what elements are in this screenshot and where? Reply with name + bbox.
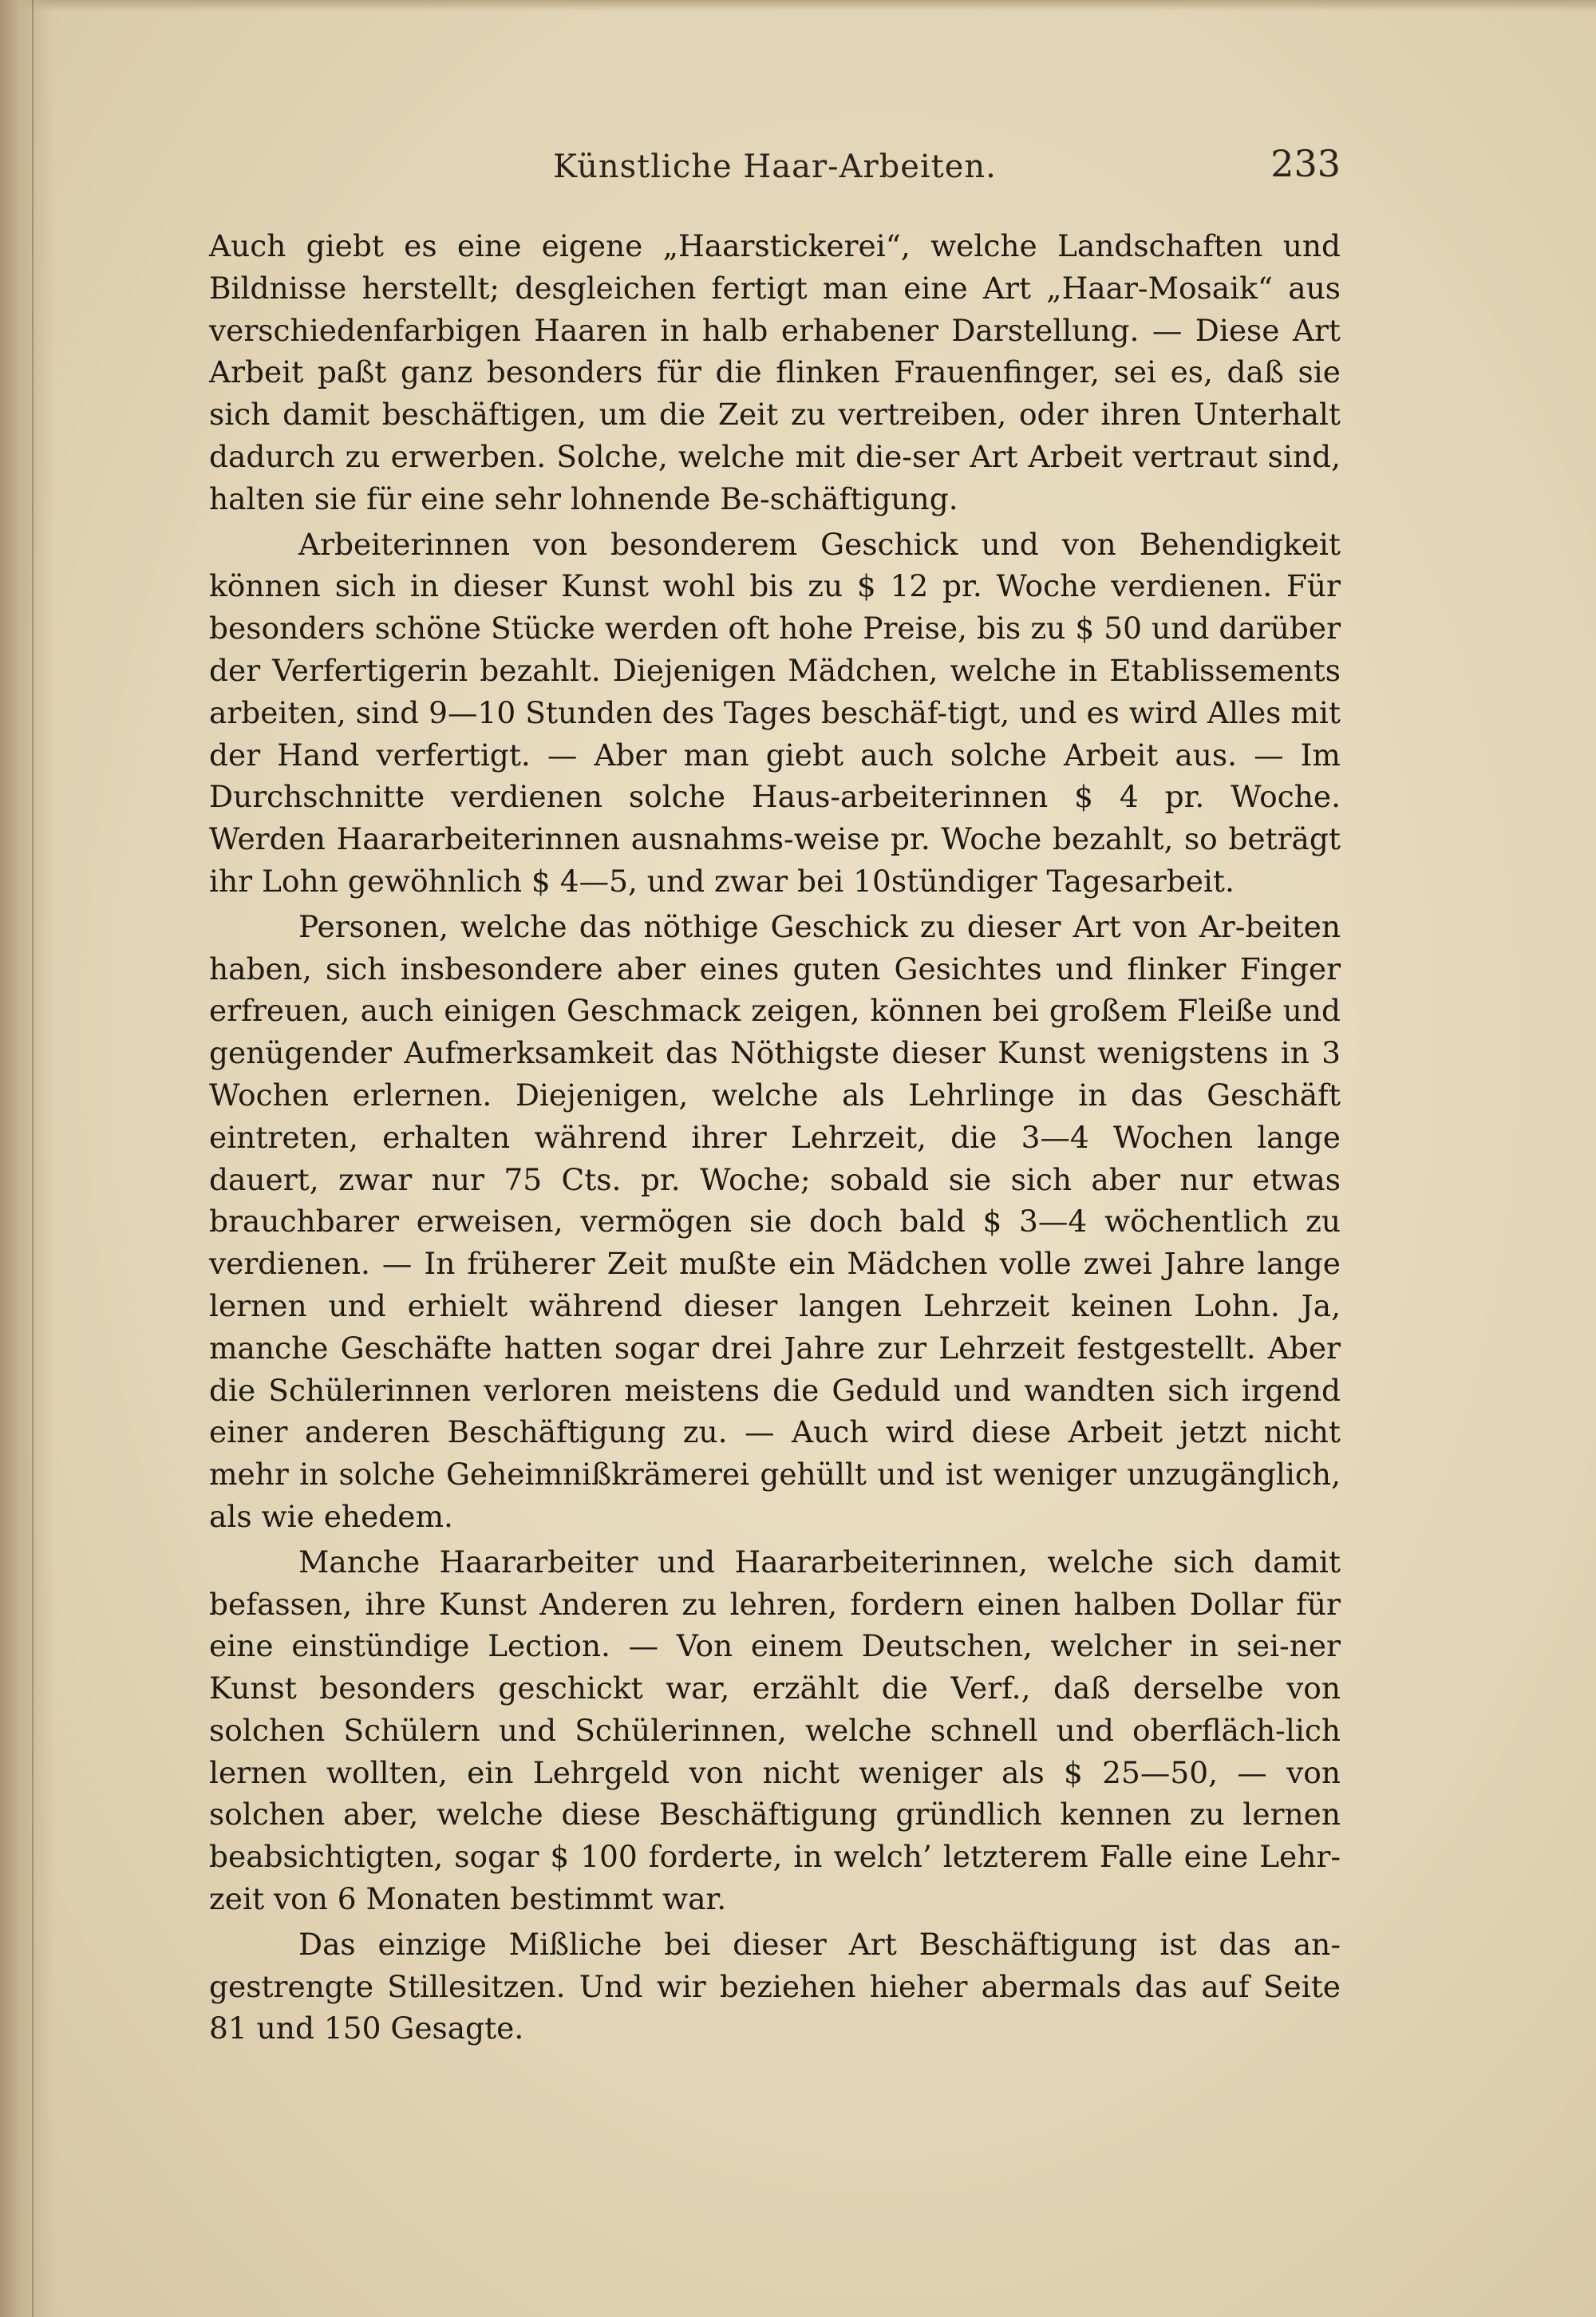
- paragraph: Arbeiterinnen von besonderem Geschick und von Behendigkeit können sich in dieser Kunst wohl bis zu $ 12 pr. Woche verdienen. Für besonders schöne Stücke werden oft hohe Preise, bis zu $ 50 und darüber der Verfertigerin bezahlt. Diejenigen Mädchen, welche in Etablissements arbeiten, sind 9—10 Stunden des Tages beschäf-tigt, und es wird Alles mit der Hand verfertigt. — Aber man giebt auch solche Arbeit aus. — Im Durchschnitte verdienen solche Haus-arbeiterinnen $ 4 pr. Woche. Werden Haararbeiterinnen ausnahms-weise pr. Woche bezahlt, so beträgt ihr Lohn gewöhnlich $ 4—5, und zwar bei 10stündiger Tagesarbeit.: [209, 526, 1341, 899]
- paragraph: Manche Haararbeiter und Haararbeiterinnen, welche sich damit befassen, ihre Kunst Anderen zu lehren, fordern einen halben Dollar für eine einstündige Lection. — Von einem Deutschen, welcher in sei-ner Kunst besonders geschickt war, erzählt die Verf., daß derselbe von solchen Schülern und Schülerinnen, welche schnell und oberfläch-lich lernen wollten, ein Lehrgeld von nicht weniger als $ 25—50, — von solchen aber, welche diese Beschäftigung gründlich kennen zu lernen beabsichtigten, sogar $ 100 forderte, in welch’ letzterem Falle eine Lehr-zeit von 6 Monaten bestimmt war.: [209, 1544, 1341, 1917]
- paragraph: Auch giebt es eine eigene „Haarstickerei“, welche Landschaften und Bildnisse herstellt; desgleichen fertigt man eine Art „Haar-Mosaik“ aus verschiedenfarbigen Haaren in halb erhabener Darstellung. — Diese Art Arbeit paßt ganz besonders für die flinken Frauenfinger, sei es, daß sie sich damit beschäftigen, um die Zeit zu vertreiben, oder ihren Unterhalt dadurch zu erwerben. Solche, welche mit die-ser Art Arbeit vertraut sind, halten sie für eine sehr lohnende Be-schäftigung.: [209, 228, 1341, 516]
- page-top-edge: [0, 0, 1596, 11]
- paragraph: Das einzige Mißliche bei dieser Art Beschäftigung ist das an-gestrengte Stillesitzen. Und wir beziehen hieher abermals das auf Seite 81 und 150 Gesagte.: [209, 1926, 1341, 2046]
- spine-line: [32, 0, 34, 2317]
- spine-shadow: [0, 0, 56, 2317]
- body-text: [209, 225, 1341, 2053]
- page-number: 233: [1270, 142, 1341, 185]
- page-header: [209, 142, 1341, 206]
- paragraph: Personen, welche das nöthige Geschick zu dieser Art von Ar-beiten haben, sich insbesondere aber eines guten Gesichtes und flinker Finger erfreuen, auch einigen Geschmack zeigen, können bei großem Fleiße und genügender Aufmerksamkeit das Nöthigste dieser Kunst wenigstens in 3 Wochen erlernen. Diejenigen, welche als Lehrlinge in das Geschäft eintreten, erhalten während ihrer Lehrzeit, die 3—4 Wochen lange dauert, zwar nur 75 Cts. pr. Woche; sobald sie sich aber nur etwas brauchbarer erweisen, vermögen sie doch bald $ 3—4 wöchentlich zu verdienen. — In früherer Zeit mußte ein Mädchen volle zwei Jahre lange lernen und erhielt während dieser langen Lehrzeit keinen Lohn. Ja, manche Geschäfte hatten sogar drei Jahre zur Lehrzeit festgestellt. Aber die Schülerinnen verloren meistens die Geduld und wandten sich irgend einer anderen Beschäftigung zu. — Auch wird diese Arbeit jetzt nicht mehr in solche Geheimnißkrämerei gehüllt und ist weniger unzugänglich, als wie ehedem.: [209, 908, 1341, 1534]
- running-title: Künstliche Haar-Arbeiten.: [553, 148, 997, 185]
